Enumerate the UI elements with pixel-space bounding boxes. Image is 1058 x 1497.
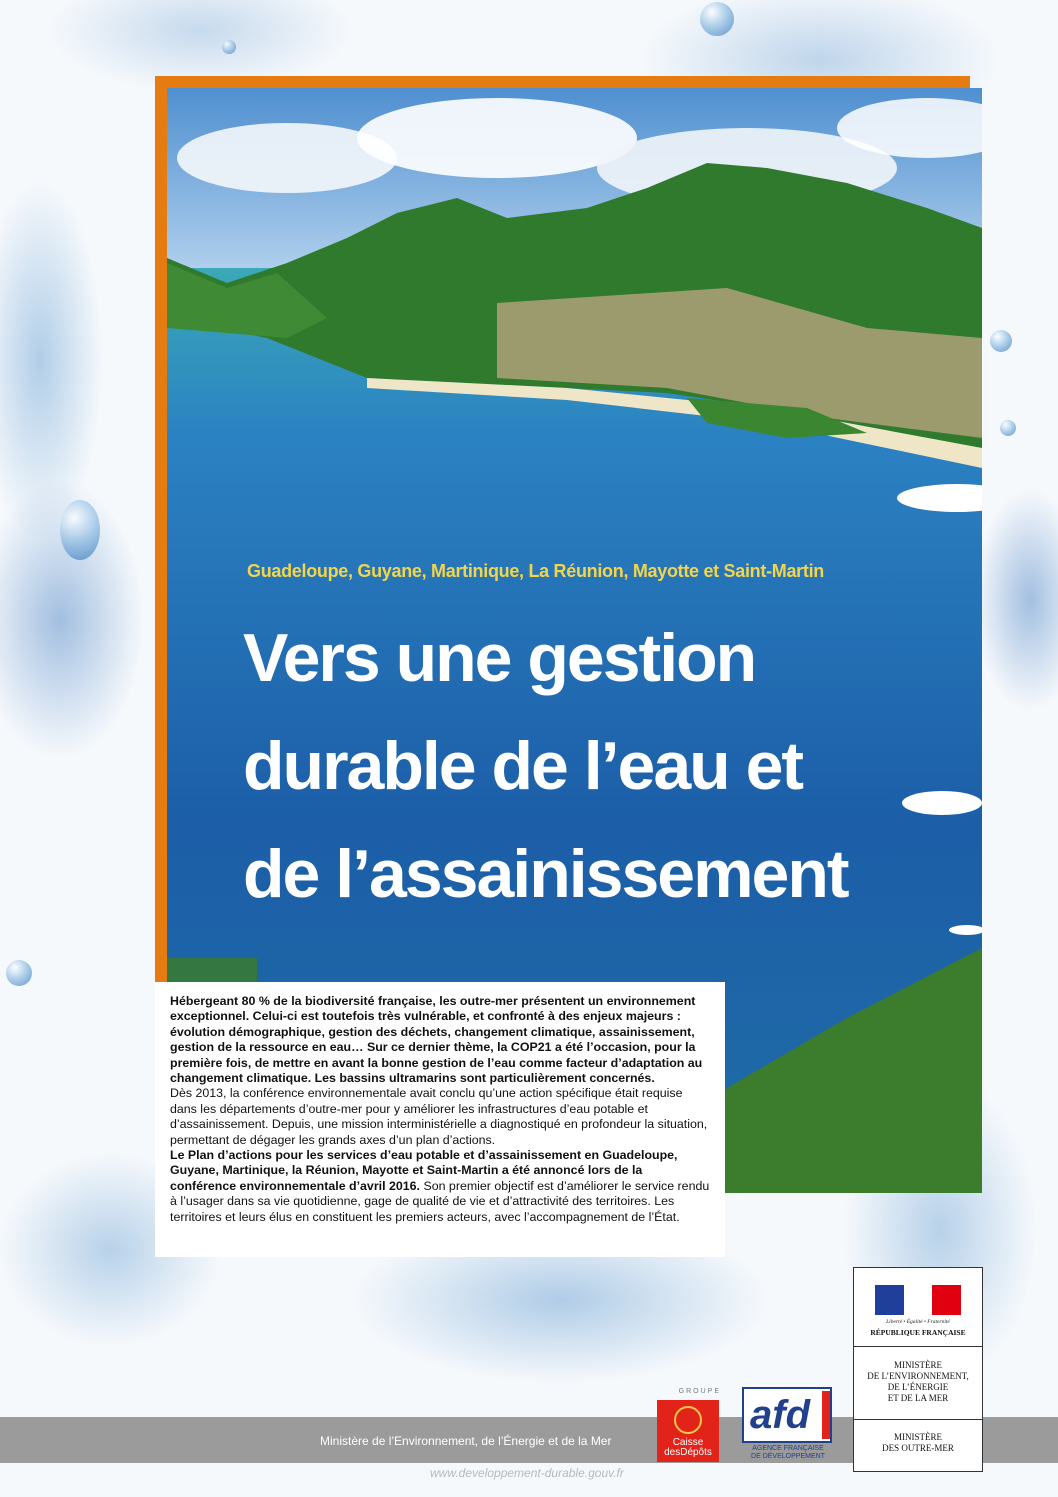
footer-url-link[interactable]: www.developpement-durable.gouv.fr <box>430 1466 624 1480</box>
plan-paragraph <box>170 1148 711 1225</box>
afd-red-stripe <box>822 1391 830 1439</box>
ministry-line: DE L’ENVIRONNEMENT, <box>867 1371 969 1381</box>
afd-line1: AGENCE FRANÇAISE <box>752 1445 824 1452</box>
intro-text-box <box>155 982 725 1257</box>
ministry-line: DES OUTRE-MER <box>882 1443 954 1453</box>
context-paragraph: Dès 2013, la conférence environnementale avait conclu qu’une action spécifique était requise dans les départements d’outre-mer pour y améliorer les infrastructures d’eau potable et d’assainissement. Depuis, une mission interministérielle a diagnostiqué en profondeur la situation, permettant de dégager les grands axes d’un plan d’actions. <box>170 1086 708 1147</box>
orange-frame-top <box>155 76 970 88</box>
title-line: Vers une gestion <box>243 620 756 696</box>
orange-frame-left <box>155 76 167 984</box>
water-drop <box>60 500 100 560</box>
cdc-line1: Caisse <box>672 1437 704 1448</box>
cdc-groupe-label: GROUPE <box>678 1388 721 1395</box>
afd-subtitle <box>742 1445 834 1461</box>
title-line: de l’assainissement <box>243 836 848 912</box>
title-line: durable de l’eau et <box>243 728 803 804</box>
afd-line2: DE DÉVELOPPEMENT <box>751 1453 825 1460</box>
territories-subtitle: Guadeloupe, Guyane, Martinique, La Réunion, Mayotte et Saint-Martin <box>247 561 824 581</box>
cdc-seal-icon <box>674 1406 702 1434</box>
water-drop <box>6 960 32 986</box>
cdc-red-block <box>657 1400 719 1462</box>
republique-francaise-block <box>853 1267 983 1472</box>
intro-paragraph: Hébergeant 80 % de la biodiversité française, les outre-mer présentent un environnement exceptionnel. Celui-ci est toutefois très vulnérable, et confronté à des enjeux majeurs : évolution démographique, gestion des déchets, changement climatique, assainissement, gestion de la ressource en eau… Sur ce dernier thème, la COP21 a été l’occasion, pour la première fois, de mettre en avant la bonne gestion de l’eau comme facteur d’adaptation au changement climatique. Les bassins ultramarins sont particulièrement concernés. <box>170 994 703 1086</box>
afd-logo-box <box>742 1387 832 1443</box>
page-title <box>243 604 963 928</box>
afd-logo-text: afd <box>750 1393 810 1437</box>
ministry-outre-mer <box>854 1432 982 1454</box>
ministry-line: ET DE LA MER <box>887 1393 949 1403</box>
marianne-flag-icon <box>875 1285 961 1315</box>
republic-motto: Liberté • Égalité • Fraternité <box>886 1319 950 1325</box>
water-drop <box>1000 420 1016 436</box>
cdc-line2: desDépôts <box>664 1447 712 1458</box>
afd-logo <box>742 1387 834 1463</box>
ministry-line: DE L’ÉNERGIE <box>887 1382 949 1392</box>
divider <box>854 1419 982 1420</box>
cdc-label <box>659 1438 717 1458</box>
water-drop <box>222 40 236 54</box>
ministry-line: MINISTÈRE <box>894 1360 942 1370</box>
divider <box>854 1346 982 1347</box>
plan-paragraph-rest: Son premier objectif est d’améliorer le service rendu à l’usager dans sa vie quotidienne, gage de qualité de vie et d’attractivité des territoires. Les territoires et leurs élus en constituent les premiers acteurs, avec l’accompagnement de l’État. <box>170 1178 710 1224</box>
water-drop <box>990 330 1012 352</box>
republic-name: RÉPUBLIQUE FRANÇAISE <box>870 1328 966 1337</box>
plan-paragraph-bold: Le Plan d’actions pour les services d’eau potable et d’assainissement en Guadeloupe, Guyane, Martinique, la Réunion, Mayotte et Saint-Martin a été annoncé lors de la conférence environnementale d’avril 2016. <box>170 1148 678 1193</box>
ministry-line: MINISTÈRE <box>894 1432 942 1442</box>
caisse-des-depots-logo <box>651 1388 721 1464</box>
footer-ministry: Ministère de l’Environnement, de l’Énergie et de la Mer <box>320 1434 612 1448</box>
water-drop <box>700 2 734 36</box>
ministry-environment <box>854 1360 982 1404</box>
